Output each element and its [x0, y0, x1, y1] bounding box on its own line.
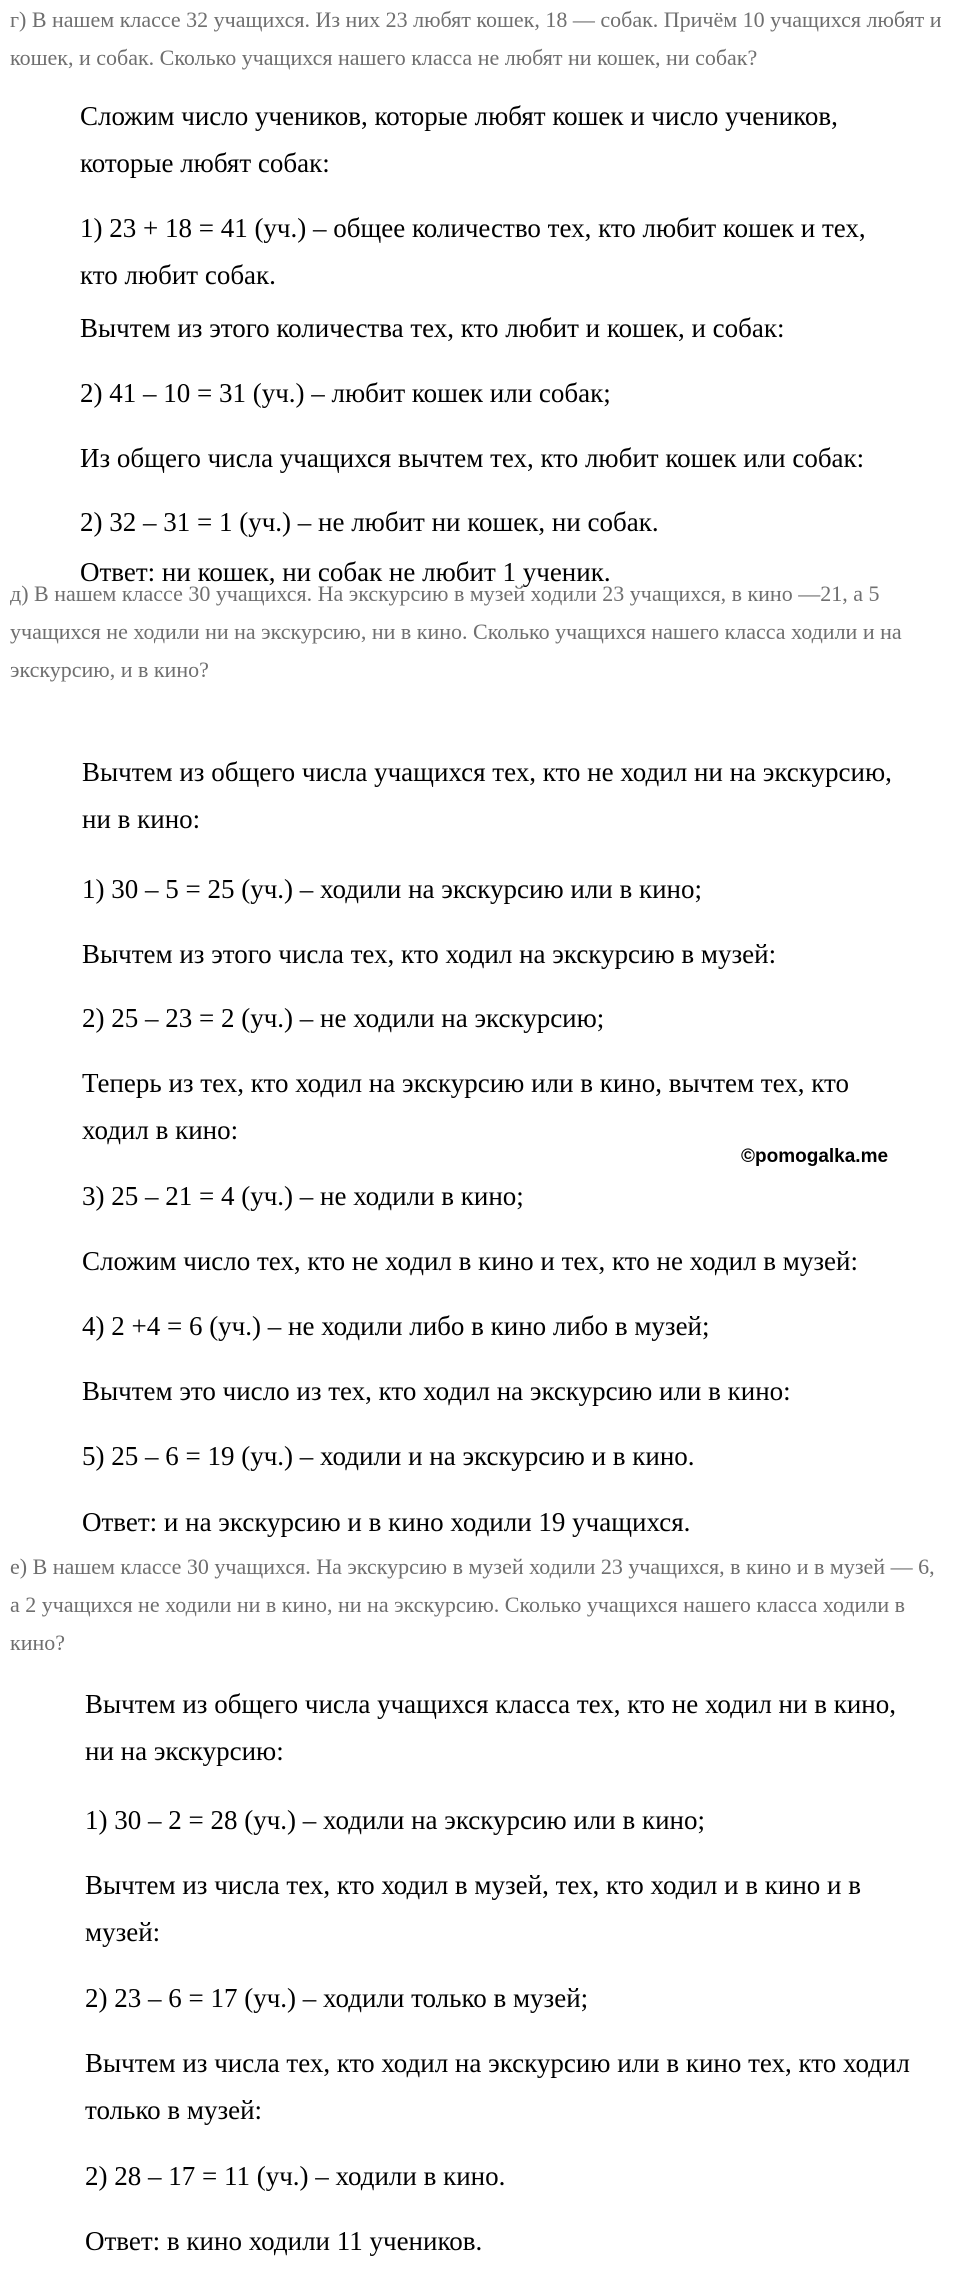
watermark: ©pomogalka.me — [741, 1146, 889, 1167]
solution-d-answer — [82, 1499, 690, 1546]
solution-line: Вычтем из этого количества тех, кто любит и кошек, и собак: — [80, 313, 785, 343]
solution-line: 2) 28 – 17 = 11 (уч.) – ходили в кино. — [85, 2161, 506, 2191]
answer-line: Ответ: ни кошек, ни собак не любит 1 ученик. — [80, 557, 611, 587]
solution-line: только в музей: — [85, 2095, 263, 2125]
solution-e-answer — [85, 2218, 482, 2265]
solution-line: кто любит собак. — [80, 260, 276, 290]
solution-line: Вычтем из числа тех, кто ходил на экскурсию или в кино тех, кто ходил — [85, 2048, 910, 2078]
solution-g-step-3 — [80, 305, 784, 352]
solution-line: 2) 25 – 23 = 2 (уч.) – не ходили на экскурсию; — [82, 1003, 605, 1033]
solution-line: которые любят собак: — [80, 148, 330, 178]
solution-e-step-3 — [85, 1862, 861, 1956]
solution-g-step-4 — [80, 370, 611, 417]
problem-g-statement: г) В нашем классе 32 учащихся. Из них 23 любят кошек, 18 — собак. Причём 10 учащихся любят и кошек, и собак. Сколько учащихся нашего класса не любят ни кошек, ни собак? — [10, 7, 942, 70]
solution-d-step-9 — [82, 1368, 791, 1415]
solution-d-step-10 — [82, 1433, 695, 1480]
solution-line: ходил в кино: — [82, 1115, 239, 1145]
solution-line: музей: — [85, 1917, 161, 1947]
solution-d-step-7 — [82, 1238, 858, 1285]
solution-d-step-8 — [82, 1303, 710, 1350]
solution-d-step-6 — [82, 1173, 524, 1220]
solution-e-step-4 — [85, 1975, 588, 2022]
solution-line: Вычтем из числа тех, кто ходил в музей, тех, кто ходил и в кино и в — [85, 1870, 861, 1900]
solution-line: 4) 2 +4 = 6 (уч.) – не ходили либо в кино либо в музей; — [82, 1311, 710, 1341]
solution-line: 1) 30 – 2 = 28 (уч.) – ходили на экскурсию или в кино; — [85, 1805, 706, 1835]
solution-d-step-4 — [82, 995, 604, 1042]
solution-line: Сложим число тех, кто не ходил в кино и тех, кто не ходил в музей: — [82, 1246, 858, 1276]
solution-line: Из общего числа учащихся вычтем тех, кто любит кошек или собак: — [80, 443, 865, 473]
solution-g-step-6 — [80, 499, 659, 546]
solution-line: Сложим число учеников, которые любят кошек и число учеников, — [80, 101, 838, 131]
solution-g-step-5 — [80, 435, 864, 482]
solution-line: ни на экскурсию: — [85, 1736, 284, 1766]
solution-g-step-1 — [80, 93, 838, 187]
solution-line: 1) 30 – 5 = 25 (уч.) – ходили на экскурсию или в кино; — [82, 874, 703, 904]
solution-line: ни в кино: — [82, 804, 201, 834]
answer-line: Ответ: в кино ходили 11 учеников. — [85, 2226, 483, 2256]
solution-line: Вычтем это число из тех, кто ходил на экскурсию или в кино: — [82, 1376, 791, 1406]
solution-g-step-2 — [80, 205, 866, 299]
solution-d-step-3 — [82, 931, 776, 978]
solution-line: 3) 25 – 21 = 4 (уч.) – не ходили в кино; — [82, 1181, 524, 1211]
problem-d-statement: д) В нашем классе 30 учащихся. На экскурсию в музей ходили 23 учащихся, в кино —21, а 5 учащихся не ходили ни на экскурсию, ни в кино. Сколько учащихся нашего класса ходили и на экскурсию, и в кино? — [10, 581, 902, 682]
solution-line: Теперь из тех, кто ходил на экскурсию или в кино, вычтем тех, кто — [82, 1068, 849, 1098]
solution-line: 1) 23 + 18 = 41 (уч.) – общее количество тех, кто любит кошек и тех, — [80, 213, 866, 243]
solution-line: 2) 41 – 10 = 31 (уч.) – любит кошек или собак; — [80, 378, 611, 408]
problem-e-statement: е) В нашем классе 30 учащихся. На экскурсию в музей ходили 23 учащихся, в кино и в музей — 6, а 2 учащихся не ходили ни в кино, ни на экскурсию. Сколько учащихся нашего класса ходили в кино? — [10, 1554, 935, 1655]
solution-e-step-5 — [85, 2040, 910, 2134]
answer-line: Ответ: и на экскурсию и в кино ходили 19 учащихся. — [82, 1507, 691, 1537]
solution-e-step-2 — [85, 1797, 705, 1844]
solution-line: Вычтем из общего числа учащихся класса тех, кто не ходил ни в кино, — [85, 1689, 896, 1719]
solution-e-step-6 — [85, 2153, 505, 2200]
solution-line: Вычтем из этого числа тех, кто ходил на экскурсию в музей: — [82, 939, 777, 969]
solution-d-step-5 — [82, 1060, 849, 1154]
solution-e-step-1 — [85, 1681, 896, 1775]
solution-line: Вычтем из общего числа учащихся тех, кто не ходил ни на экскурсию, — [82, 757, 892, 787]
solution-line: 5) 25 – 6 = 19 (уч.) – ходили и на экскурсию и в кино. — [82, 1441, 695, 1471]
solution-d-step-2 — [82, 866, 702, 913]
solution-d-step-1 — [82, 749, 892, 843]
solution-line: 2) 32 – 31 = 1 (уч.) – не любит ни кошек, ни собак. — [80, 507, 659, 537]
solution-line: 2) 23 – 6 = 17 (уч.) – ходили только в музей; — [85, 1983, 589, 2013]
